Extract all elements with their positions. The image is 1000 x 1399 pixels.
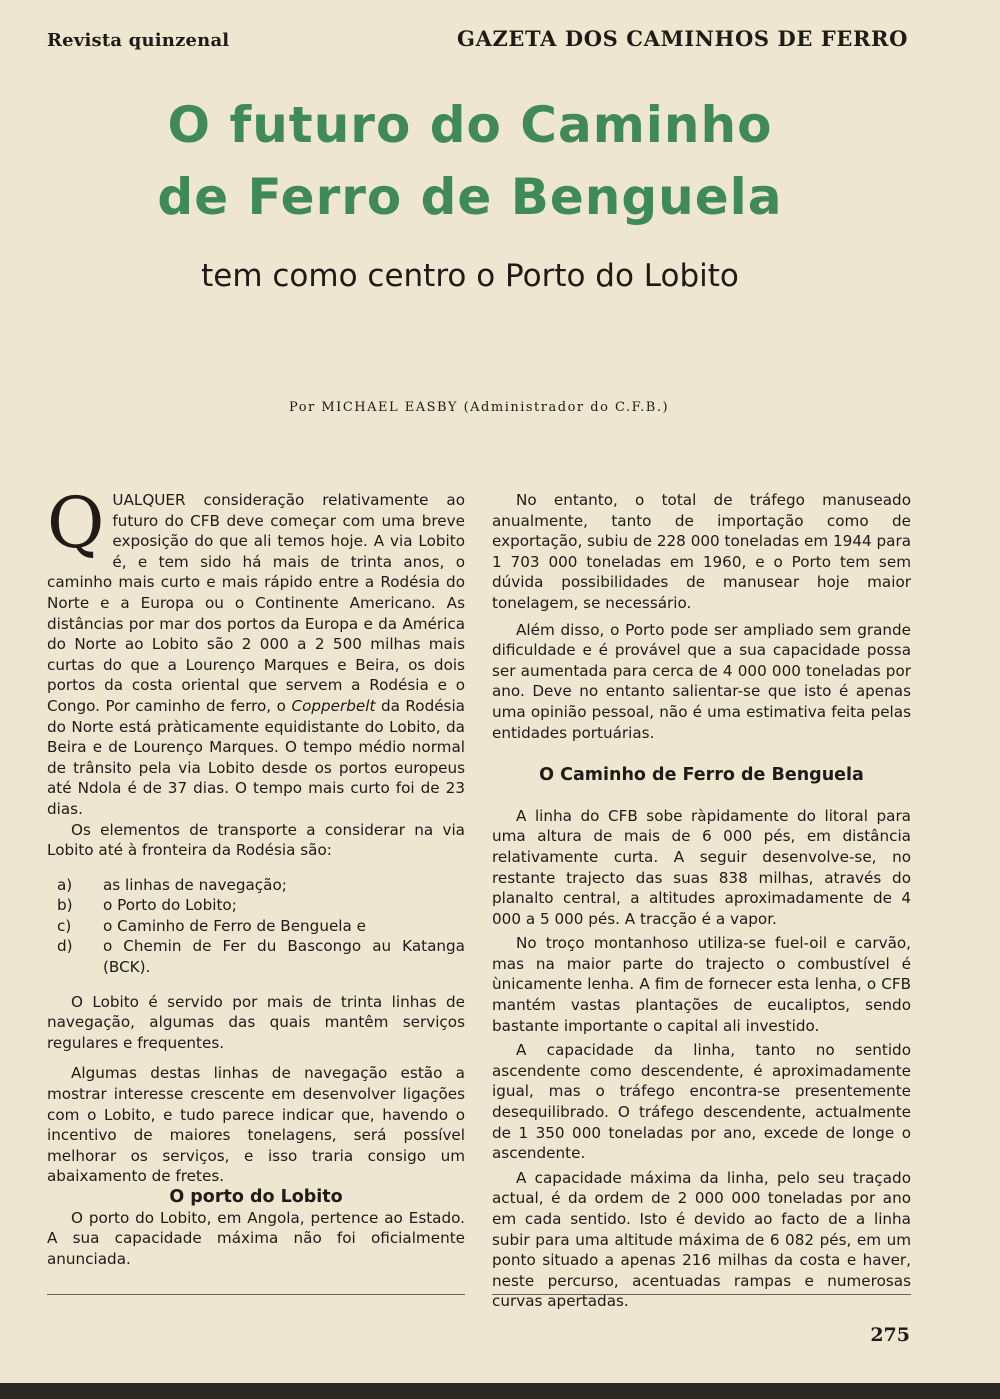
paragraph: A capacidade da linha, tanto no sentido ascendente como descendente, é aproximadamente igual, mas o tráfego encontra-se presentemente desequilibrado. O tráfego descendente, actualmente de 1 350 000 toneladas por ano, excede de longe o ascendente. [492,1041,911,1163]
byline-prefix: Por [288,400,316,415]
section-heading-cfb: O Caminho de Ferro de Benguela [539,765,864,786]
lead-word: UALQUER [112,491,186,509]
list-item-text: o Chemin de Fer du Bascongo au Katanga (BCK). [103,937,465,977]
drop-cap: Q [47,482,105,564]
paragraph: No entanto, o total de tráfego manuseado anualmente, tanto de importação como de exportação, subiu de 228 000 toneladas em 1944 para 1 703 000 toneladas em 1960, e o Porto tem sem dúvida possibilidades de manusear hoje maior tonelagem, se necessário. [492,491,911,612]
article-title-line-1: O futuro do Caminho [167,96,773,154]
paragraph: A linha do CFB sobe ràpidamente do litoral para uma altura de mais de 6 000 pés, em distância relativamente curta. A seguir desenvolve-se, no restante trajecto das suas 838 milhas, através do planalto central, a altitudes aproximadamente de 4 000 a 5 000 pés. A tracção é a vapor. [492,806,911,928]
list-item-text: as linhas de navegação; [103,875,287,894]
paragraph [47,482,465,820]
list-item [57,875,465,896]
list-item-text: o Porto do Lobito; [103,896,237,915]
list-item [57,916,465,937]
list-item-label: c) [57,916,72,935]
column-bottom-rule [492,1294,911,1295]
paragraph: O porto do Lobito, em Angola, pertence ao Estado. A sua capacidade máxima não foi oficialmente anunciada. [47,1208,465,1268]
paragraph: Além disso, o Porto pode ser ampliado sem grande dificuldade e é provável que a sua capacidade possa ser aumentada para cerca de 4 000 000 toneladas por ano. Deve no entanto salientar-se que isto é apenas uma opinião pessoal, não é uma estimativa feita pelas entidades portuárias. [492,620,911,742]
column-bottom-rule [47,1294,465,1295]
paragraph: Algumas destas linhas de navegação estão a mostrar interesse crescente em desenvolver ligações com o Lobito, e tudo parece indicar que, havendo o incentivo de maiores tonelagens, será possível melhorar os serviços, e isso traria consigo um abaixamento de fretes. [47,1064,465,1186]
transport-elements-list [57,875,465,978]
byline-role: (Administrador do C.F.B.) [463,400,670,415]
right-column [492,490,911,1312]
section-heading-porto-lobito: O porto do Lobito [169,1187,343,1207]
header-right-text: GAZETA DOS CAMINHOS DE FERRO [457,26,908,51]
left-column [47,482,465,1269]
list-item-label: b) [57,896,73,915]
list-item-text: o Caminho de Ferro de Benguela e [103,916,366,935]
header-left-text: Revista quinzenal [47,30,230,51]
scan-edge [0,1383,1000,1399]
list-item-label: a) [57,875,73,894]
paragraph: O Lobito é servido por mais de trinta linhas de navegação, algumas das quais mantêm serviços regulares e frequentes. [47,992,465,1052]
italic-term: Copperbelt [291,696,376,715]
article-title-line-2: de Ferro de Benguela [157,168,783,226]
paragraph-text: da Rodésia do Norte está pràticamente equidistante do Lobito, da Beira e de Lourenço Marques. O tempo médio normal de trânsito pela via Lobito desde os portos europeus até Ndola é de 37 dias. O tempo mais curto foi de 23 dias. [47,696,465,818]
paragraph: No troço montanhoso utiliza-se fuel-oil e carvão, mas na maior parte do trajecto o combustível é ùnicamente lenha. A fim de fornecer esta lenha, o CFB mantém vastas plantações de eucaliptos, sendo bastante importante o capital ali investido. [492,934,911,1035]
article-subtitle: tem como centro o Porto do Lobito [201,258,739,294]
paragraph: Os elementos de transporte a considerar na via Lobito até à fronteira da Rodésia são: [47,820,465,860]
paragraph-text: consideração relativamente ao futuro do CFB deve começar com uma breve exposição do que ali temos hoje. A via Lobito é, e tem sido há mais de trinta anos, o caminho mais curto e mais rápido entre a Rodésia do Norte e a Europa ou o Continente Americano. As distâncias por mar dos portos da Europa e da América do Norte ao Lobito são 2 000 a 2 500 milhas mais curtas do que a Lourenço Marques e Beira, os dois portos da costa oriental que servem a Rodésia e o Congo. Por caminho de ferro, o [47,491,465,715]
byline [0,400,958,415]
byline-author: MICHAEL EASBY [321,400,458,415]
list-item [57,936,465,977]
list-item [57,895,465,916]
list-item-label: d) [57,937,73,956]
paragraph: A capacidade máxima da linha, pelo seu traçado actual, é da ordem de 2 000 000 toneladas por ano em cada sentido. Isto é devido ao facto de a linha subir para uma altitude máxima de 6 082 pés, em um ponto situado a apenas 216 milhas da costa e haver, neste percurso, acentuadas rampas e numerosas curvas apertadas. [492,1168,911,1311]
page-number: 275 [870,1324,910,1346]
